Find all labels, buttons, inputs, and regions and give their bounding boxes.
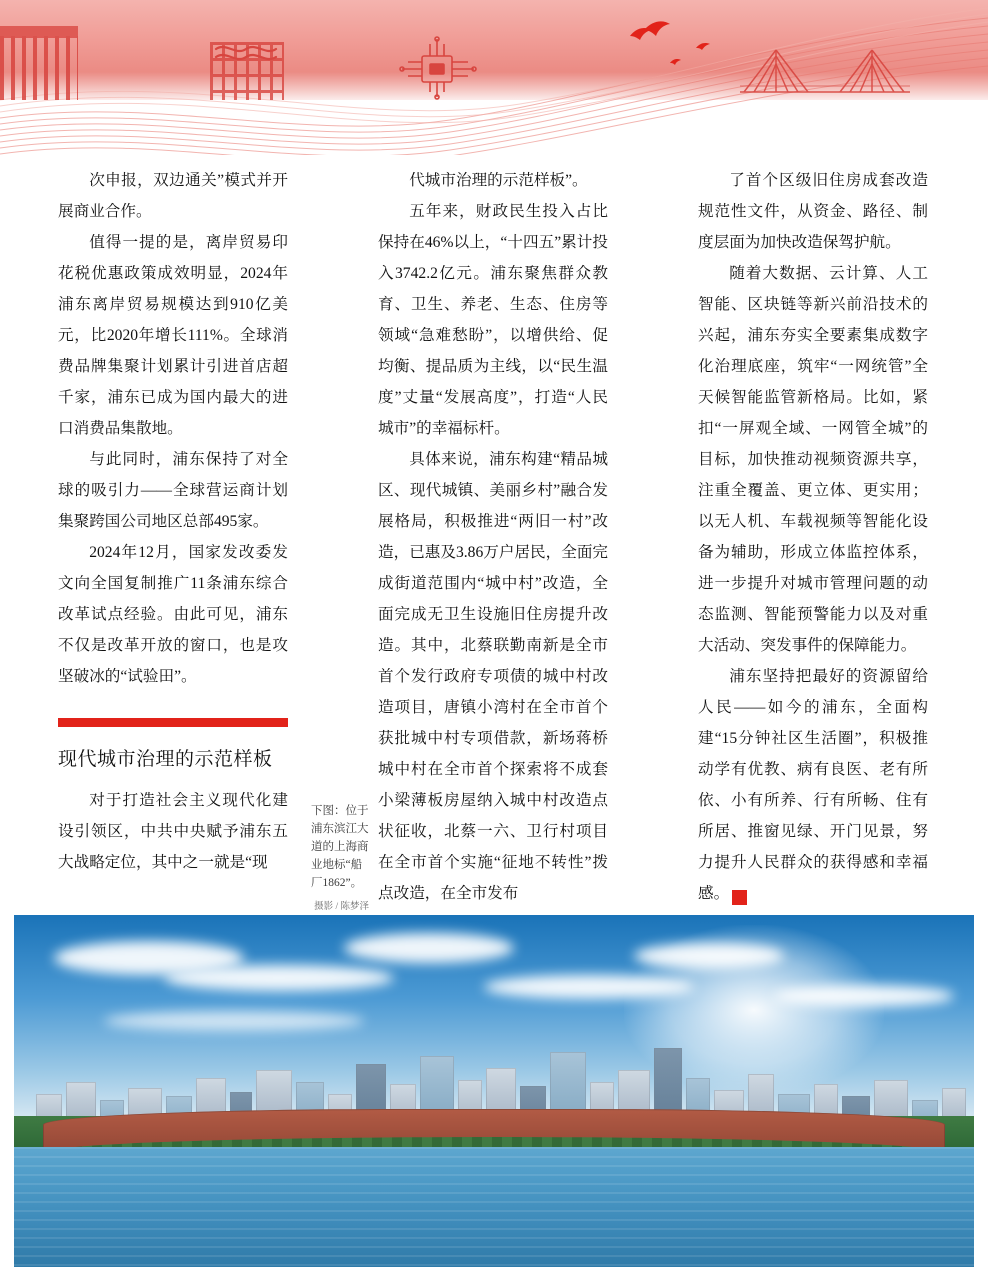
paragraph: 2024年12月，国家发改委发文向全国复制推广11条浦东综合改革试点经验。由此可见，浦东不仅是改革开放的窗口，也是攻坚破冰的“试验田”。	[58, 544, 288, 685]
decorative-header-band	[0, 0, 988, 155]
cloud	[634, 943, 784, 969]
paragraph: 与此同时，浦东保持了对全球的吸引力——全球营运商计划集聚跨国公司地区总部495家。	[58, 451, 288, 530]
paragraph: 随着大数据、云计算、人工智能、区块链等新兴前沿技术的兴起，浦东夯实全要素集成数字化治理底座，筑牢“一网统管”全天候智能监管新格局。比如，紧扣“一屏观全域、一网管全城”的目标，加快推动视频资源共享，注重全覆盖、更立体、更实用；以无人机、车载视频等智能化设备为辅助，形成立体监控体系，进一步提升对城市管理问题的动态监测、智能预警能力以及对重大活动、突发事件的保障能力。	[698, 265, 928, 654]
paragraph-text: 浦东坚持把最好的资源留给人民——如今的浦东，全面构建“15分钟社区生活圈”，积极推动学有优教、病有良医、老有所依、小有所养、行有所畅、住有所居、推窗见绿、开门见景，努力提升人民群众的获得感和幸福感。	[698, 668, 928, 902]
bridge-icon	[740, 40, 910, 100]
caption-text: 下图：位于浦东滨江大道的上海商业地标“船厂1862”。	[311, 805, 369, 889]
text-column-3	[698, 165, 928, 909]
article-body	[0, 165, 988, 910]
end-of-article-mark: 乙	[732, 890, 747, 905]
wave-squiggle-icon	[214, 44, 278, 62]
cloud	[104, 1011, 364, 1031]
text-column-1	[58, 165, 288, 878]
section-heading: 现代城市治理的示范样板	[58, 749, 273, 770]
cloud	[164, 965, 394, 991]
paragraph: 值得一提的是，离岸贸易印花税优惠政策成效明显，2024年浦东离岸贸易规模达到910亿美元，比2020年增长111%。全球消费品牌集聚计划累计引进首店超千家，浦东已成为国内最大的进口消费品集散地。	[58, 234, 288, 437]
paragraph: 五年来，财政民生投入占比保持在46%以上，“十四五”累计投入3742.2亿元。浦东聚焦群众教育、卫生、养老、生态、住房等领域“急难愁盼”，以增供给、促均衡、提品质为主线，以“民生温度”丈量“发展高度”，打造“人民城市”的幸福标杆。	[378, 203, 608, 437]
paragraph: 具体来说，浦东构建“精品城区、现代城镇、美丽乡村”融合发展格局，积极推进“两旧一村”改造，已惠及3.86万户居民，全面完成街道范围内“城中村”改造，全面完成无卫生设施旧住房提升改造。其中，北蔡联勤南新是全市首个发行政府专项债的城中村改造项目，唐镇小湾村在全市首个获批城中村专项借款，新场蒋桥城中村在全市首个探索将不成套小梁薄板房屋纳入城中村改造点状征收，北蔡一六、卫行村项目在全市首个实施“征地不转性”拨点改造，在全市发布	[378, 451, 609, 902]
paragraph: 代城市治理的示范样板”。	[409, 172, 588, 189]
paragraph: 次申报，双边通关”模式并开展商业合作。	[58, 172, 288, 220]
caption-credit: 摄影 / 陈梦泽	[314, 902, 369, 912]
paragraph-last	[698, 661, 928, 909]
cloud	[774, 985, 954, 1007]
microchip-icon	[392, 36, 484, 100]
cloud	[344, 933, 514, 963]
building-pattern-icon	[0, 36, 78, 100]
section-divider-rule	[58, 718, 288, 727]
paragraph: 了首个区级旧住房成套改造规范性文件，从资金、路径、制度层面为加快改造保驾护航。	[698, 172, 928, 251]
photo-river	[14, 1147, 974, 1267]
skyline-photograph	[14, 915, 974, 1267]
paragraph: 对于打造社会主义现代化建设引领区，中共中央赋予浦东五大战略定位，其中之一就是“现	[58, 792, 288, 871]
text-column-2	[378, 165, 608, 909]
birds-icon	[600, 18, 750, 88]
cloud	[484, 975, 694, 999]
figure-caption	[311, 802, 369, 916]
